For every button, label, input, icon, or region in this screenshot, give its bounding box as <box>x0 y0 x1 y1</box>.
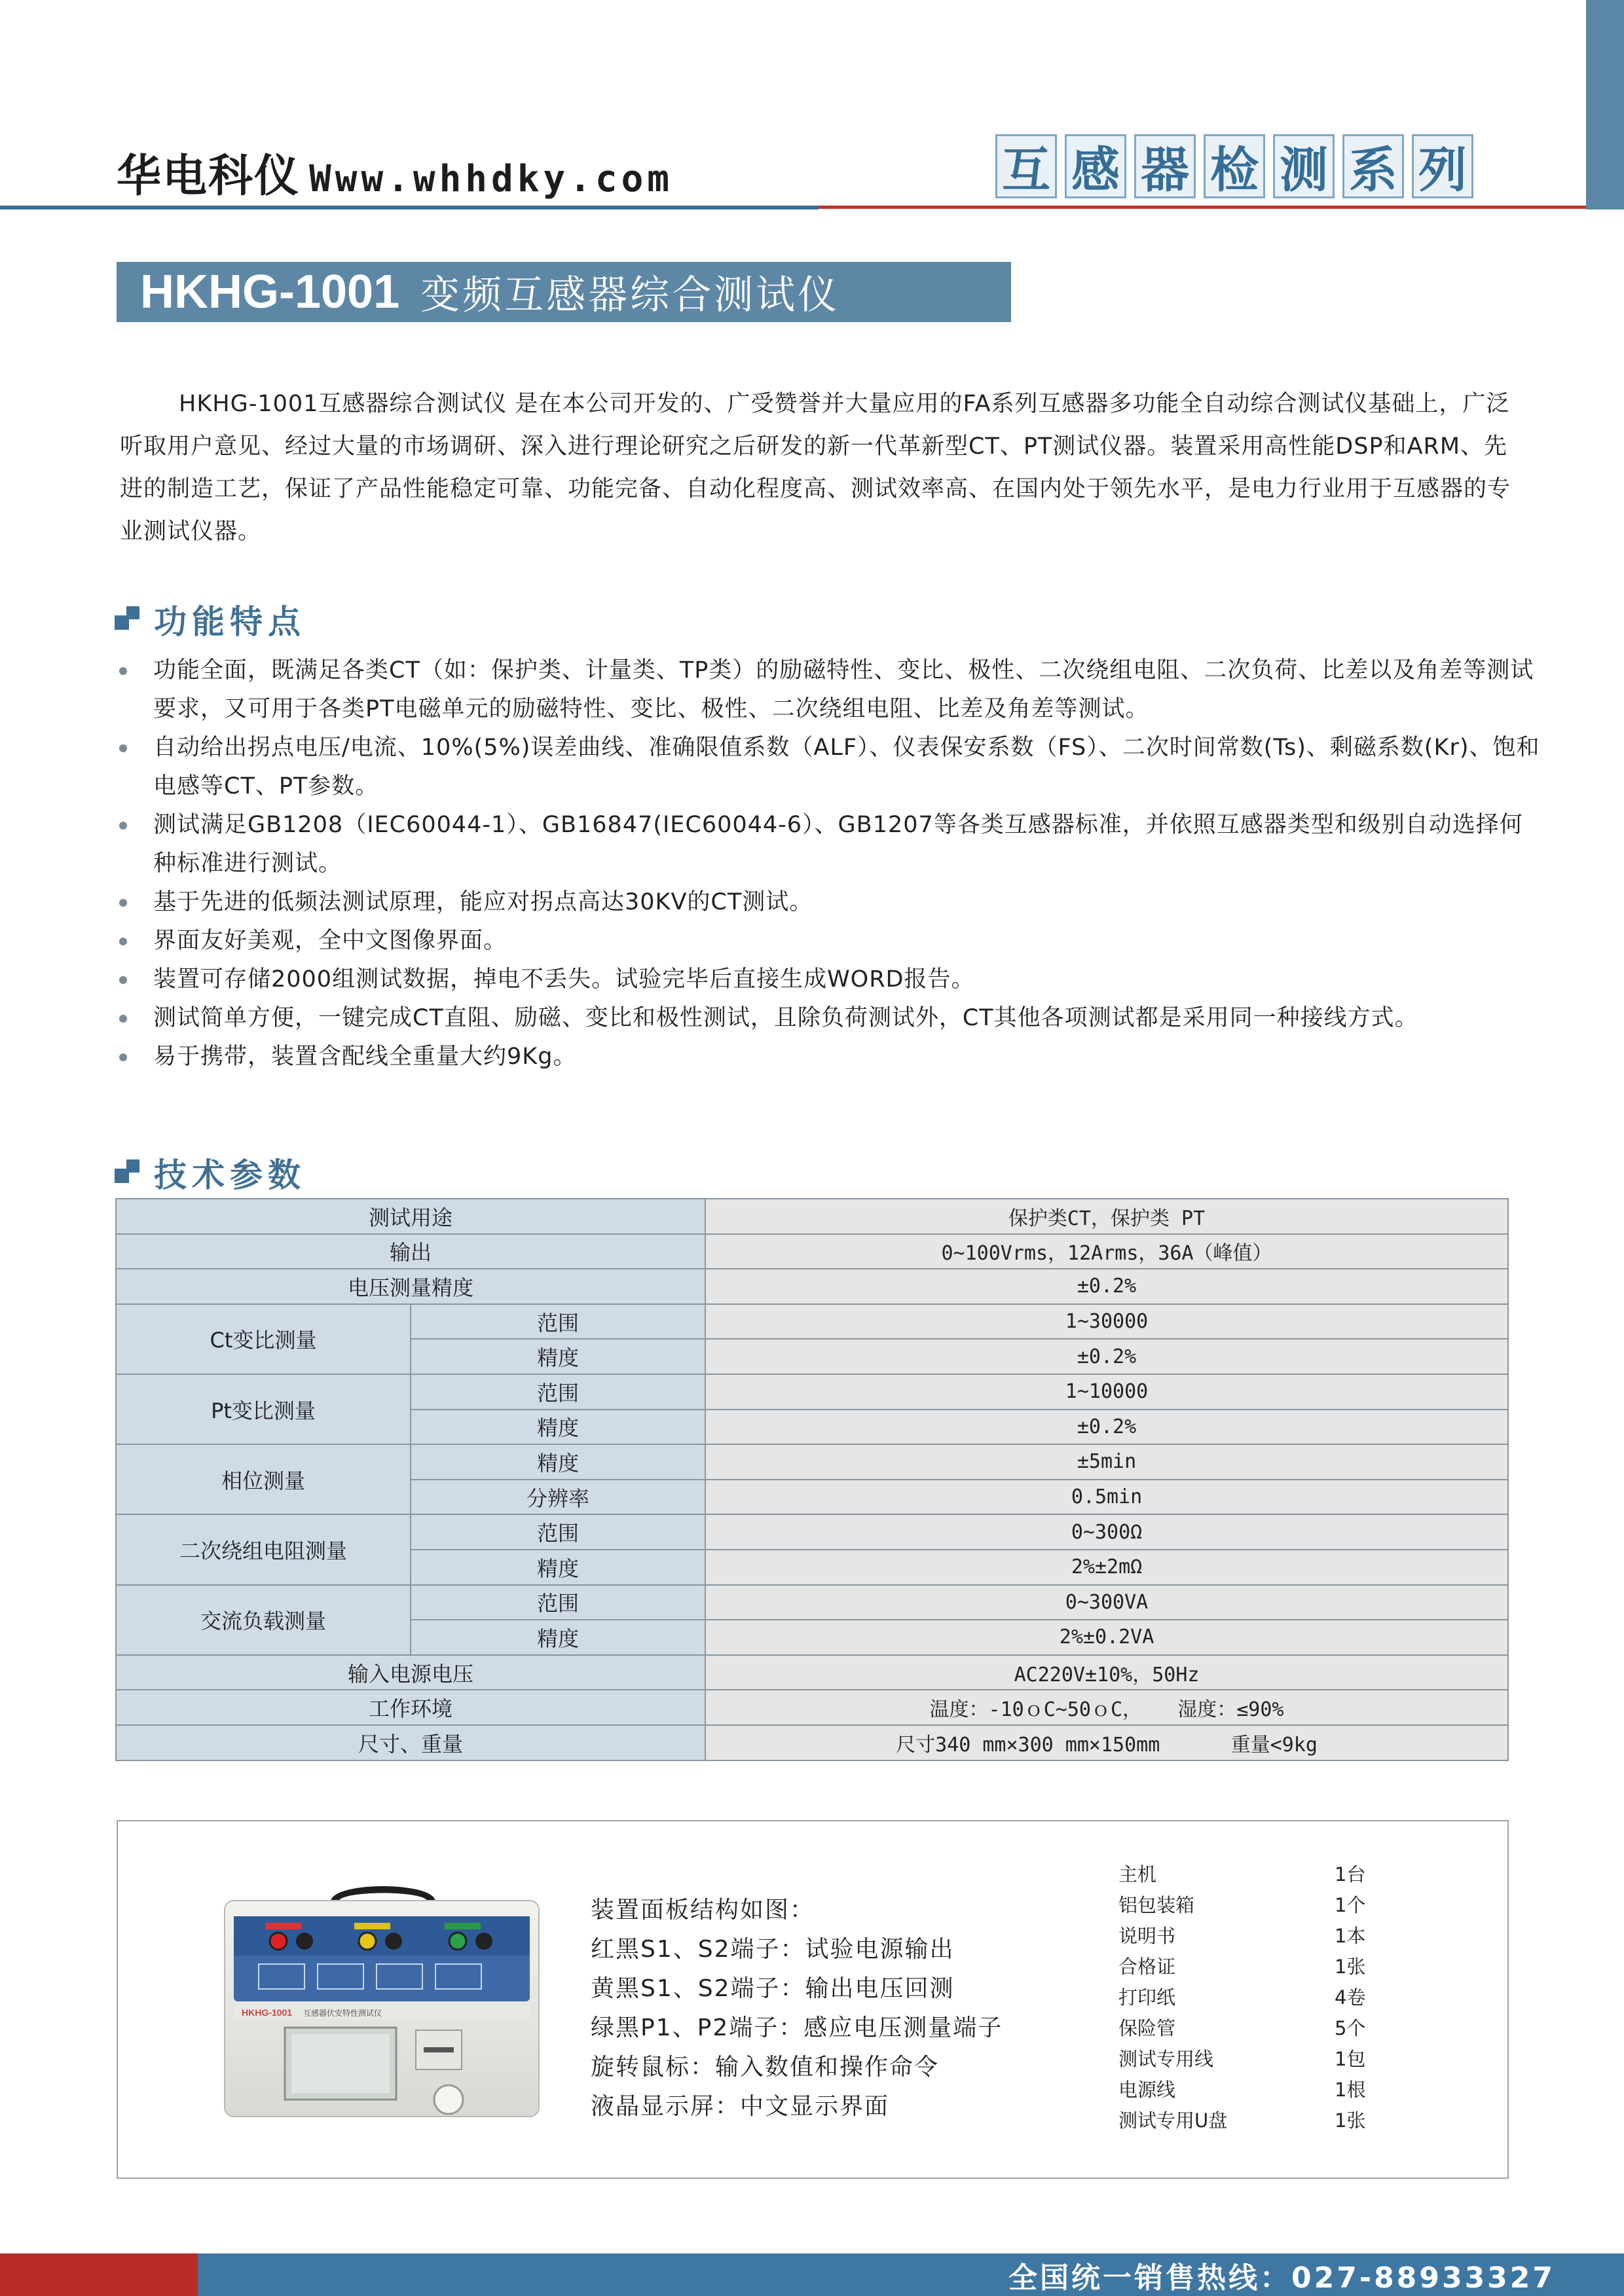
param-value: 2%±0.2VA <box>705 1620 1508 1655</box>
product-model: HKHG-1001 <box>140 266 400 318</box>
bullet-icon <box>119 744 127 752</box>
param-label: 输出 <box>116 1234 705 1269</box>
features-heading-text: 功能特点 <box>154 603 306 641</box>
rotary-knob-icon <box>434 2085 463 2114</box>
panel-desc-line: 旋转鼠标：输入数值和操作命令 <box>591 2054 940 2081</box>
panel-desc-line: 红黑S1、S2端子：试验电源输出 <box>591 1936 955 1963</box>
param-label: 交流负载测量 <box>116 1585 411 1655</box>
param-value: 0~300Ω <box>705 1514 1508 1550</box>
bullet-icon <box>119 899 127 907</box>
feature-item <box>117 1038 1544 1076</box>
header-divider-red <box>819 206 1586 209</box>
series-char: 检 <box>1204 134 1265 198</box>
list-item <box>1118 1921 1365 1952</box>
brand-url[interactable]: Www.whhdky.com <box>309 158 674 200</box>
param-sublabel: 范围 <box>411 1374 705 1410</box>
series-char: 测 <box>1273 134 1335 198</box>
panel-desc-line: 液晶显示屏：中文显示界面 <box>591 2093 890 2120</box>
bullet-icon <box>119 976 127 984</box>
params-table <box>115 1198 1509 1761</box>
list-item <box>1118 1890 1365 1921</box>
device-photo <box>219 1876 544 2121</box>
table-row <box>116 1304 1508 1339</box>
param-value: AC220V±10%，50Hz <box>705 1655 1508 1690</box>
table-row <box>116 1585 1508 1620</box>
panel-desc-line: 绿黑P1、P2端子：感应电压测量端子 <box>591 2014 1003 2041</box>
accessory-qty: 1个 <box>1335 1894 1366 1916</box>
feature-text: 测试满足GB1208（IEC60044-1）、GB16847(IEC60044-6）、GB1207等各类互感器标准，并依照互感器类型和级别自动选择何种标准进行测试。 <box>153 812 1523 877</box>
footer-red-block <box>0 2253 198 2296</box>
features-heading <box>115 596 306 643</box>
list-item <box>1118 2044 1365 2075</box>
param-value: 2%±2mΩ <box>705 1550 1508 1585</box>
bullet-icon <box>119 1053 127 1061</box>
product-name: 变频互感器综合测试仪 <box>420 272 840 318</box>
accessory-name: 铝包装箱 <box>1118 1894 1195 1916</box>
list-item <box>1118 1982 1365 2013</box>
device-model-label: HKHG-1001 <box>242 2007 293 2018</box>
handle-icon <box>331 1886 435 1902</box>
accessory-qty: 1本 <box>1335 1925 1366 1947</box>
param-sublabel: 分辨率 <box>411 1480 705 1515</box>
series-title <box>995 134 1473 200</box>
list-item <box>1118 2105 1365 2136</box>
panel-desc-line: 装置面板结构如图： <box>591 1897 815 1923</box>
product-title <box>117 262 1011 322</box>
table-row <box>116 1234 1508 1269</box>
param-sublabel: 精度 <box>411 1339 705 1374</box>
param-value: 温度：-10ｏC~50ｏC， 湿度：≤90% <box>705 1690 1508 1725</box>
param-sublabel: 精度 <box>411 1410 705 1445</box>
accessory-qty: 1台 <box>1335 1863 1366 1886</box>
accessory-qty: 1包 <box>1335 2048 1366 2070</box>
series-char: 系 <box>1342 134 1404 198</box>
feature-text: 测试简单方便，一键完成CT直阻、励磁、变比和极性测试，且除负荷测试外，CT其他各项测试都是采用同一种接线方式。 <box>153 1005 1418 1031</box>
table-row <box>116 1269 1508 1304</box>
header-side-bar <box>1586 0 1624 210</box>
table-row <box>116 1690 1508 1725</box>
header-divider-blue <box>0 206 819 210</box>
accessory-qty: 1张 <box>1335 2109 1366 2132</box>
table-row <box>116 1514 1508 1550</box>
feature-text: 装置可存储2000组测试数据，掉电不丢失。试验完毕后直接生成WORD报告。 <box>153 966 975 993</box>
param-sublabel: 精度 <box>411 1550 705 1585</box>
device-sublabel: 互感器伏安特性测试仪 <box>303 2009 382 2018</box>
accessory-name: 打印纸 <box>1118 1986 1176 2009</box>
param-sublabel: 范围 <box>411 1304 705 1339</box>
param-value: ±5min <box>705 1444 1508 1480</box>
param-label: 相位测量 <box>116 1444 411 1514</box>
accessory-name: 测试专用线 <box>1118 2048 1214 2070</box>
bullet-icon <box>119 1015 127 1023</box>
bullet-icon <box>119 938 127 945</box>
accessory-name: 测试专用U盘 <box>1118 2109 1228 2132</box>
feature-text: 功能全面，既满足各类CT（如：保护类、计量类、TP类）的励磁特性、变比、极性、二次绕组电阻、二次负荷、比差以及角差等测试要求，又可用于各类PT电磁单元的励磁特性、变比、极性、二次绕组电阻、比差及角差等测试。 <box>153 657 1534 722</box>
list-item <box>1118 2013 1365 2044</box>
accessory-name: 合格证 <box>1118 1956 1176 1978</box>
params-heading <box>115 1149 306 1196</box>
feature-item <box>117 729 1544 806</box>
param-value: 1~10000 <box>705 1374 1508 1410</box>
param-label: Ct变比测量 <box>116 1304 411 1374</box>
param-value: ±0.2% <box>705 1410 1508 1445</box>
accessory-qty: 5个 <box>1335 2017 1366 2039</box>
feature-item <box>117 960 1544 999</box>
panel-desc-line: 黄黑S1、S2端子：输出电压回测 <box>591 1975 955 2002</box>
brand-header <box>117 141 673 204</box>
param-sublabel: 精度 <box>411 1444 705 1480</box>
accessory-name: 保险管 <box>1118 2017 1176 2039</box>
feature-text: 界面友好美观，全中文图像界面。 <box>153 928 507 954</box>
accessory-name: 说明书 <box>1118 1925 1176 1947</box>
param-value: 0~100Vrms，12Arms，36A（峰值） <box>705 1234 1508 1269</box>
param-label: 二次绕组电阻测量 <box>116 1514 411 1584</box>
param-value: 0.5min <box>705 1480 1508 1515</box>
param-sublabel: 范围 <box>411 1514 705 1550</box>
param-sublabel: 精度 <box>411 1620 705 1655</box>
param-value: 1~30000 <box>705 1304 1508 1339</box>
param-value: ±0.2% <box>705 1339 1508 1374</box>
accessory-name: 电源线 <box>1118 2079 1176 2101</box>
series-char: 互 <box>995 134 1057 198</box>
table-row <box>116 1725 1508 1760</box>
list-item <box>1118 1859 1365 1890</box>
bullet-icon <box>119 667 127 675</box>
param-label: 测试用途 <box>116 1199 705 1234</box>
param-label: Pt变比测量 <box>116 1374 411 1444</box>
list-item <box>1118 2075 1365 2105</box>
panel-description <box>591 1891 1003 2126</box>
feature-item <box>117 922 1544 960</box>
param-label: 工作环境 <box>116 1690 705 1725</box>
table-row <box>116 1374 1508 1410</box>
param-sublabel: 范围 <box>411 1585 705 1620</box>
sales-hotline: 全国统一销售热线：027-88933327 <box>1008 2261 1556 2295</box>
series-char: 列 <box>1412 134 1473 198</box>
brand-name: 华电科仪 <box>117 151 301 202</box>
param-value: 0~300VA <box>705 1585 1508 1620</box>
accessories-list <box>1118 1859 1365 2136</box>
param-value: ±0.2% <box>705 1269 1508 1304</box>
section-square-icon <box>115 1159 141 1186</box>
intro-paragraph: HKHG-1001互感器综合测试仪 是在本公司开发的、广受赞誉并大量应用的FA系列互感器多功能全自动综合测试仪基础上，广泛听取用户意见、经过大量的市场调研、深入进行理论研究之后研发的新一代革新型CT、PT测试仪器。装置采用高性能DSP和ARM、先进的制造工艺，保证了产品性能稳定可靠、功能完备、自动化程度高、测试效率高、在国内处于领先水平，是电力行业用于互感器的专业测试仪器。 <box>120 391 1511 545</box>
section-square-icon <box>115 606 141 632</box>
param-value: 保护类CT，保护类 PT <box>705 1199 1508 1234</box>
feature-item <box>117 999 1544 1038</box>
table-row <box>116 1199 1508 1234</box>
accessory-qty: 4卷 <box>1335 1986 1366 2009</box>
table-row <box>116 1655 1508 1690</box>
accessory-qty: 1根 <box>1335 2079 1366 2101</box>
feature-item <box>117 883 1544 922</box>
param-label: 尺寸、重量 <box>116 1725 705 1760</box>
feature-text: 易于携带，装置含配线全重量大约9Kg。 <box>153 1044 577 1070</box>
table-row <box>116 1444 1508 1480</box>
feature-text: 基于先进的低频法测试原理，能应对拐点高达30KV的CT测试。 <box>153 889 813 915</box>
params-heading-text: 技术参数 <box>154 1156 306 1194</box>
feature-item <box>117 651 1544 729</box>
series-char: 器 <box>1134 134 1196 198</box>
accessory-name: 主机 <box>1118 1863 1157 1886</box>
bullet-icon <box>119 822 127 829</box>
feature-item <box>117 806 1544 883</box>
list-item <box>1118 1952 1365 1982</box>
feature-text: 自动给出拐点电压/电流、10%(5%)误差曲线、准确限值系数（ALF）、仪表保安系数（FS）、二次时间常数(Ts)、剩磁系数(Kr)、饱和电感等CT、PT参数。 <box>153 735 1540 799</box>
param-label: 电压测量精度 <box>116 1269 705 1304</box>
accessory-qty: 1张 <box>1335 1956 1366 1978</box>
features-list <box>117 651 1544 1076</box>
param-value: 尺寸340 mm×300 mm×150mm 重量<9kg <box>705 1725 1508 1760</box>
series-char: 感 <box>1065 134 1126 198</box>
param-label: 输入电源电压 <box>116 1655 705 1690</box>
